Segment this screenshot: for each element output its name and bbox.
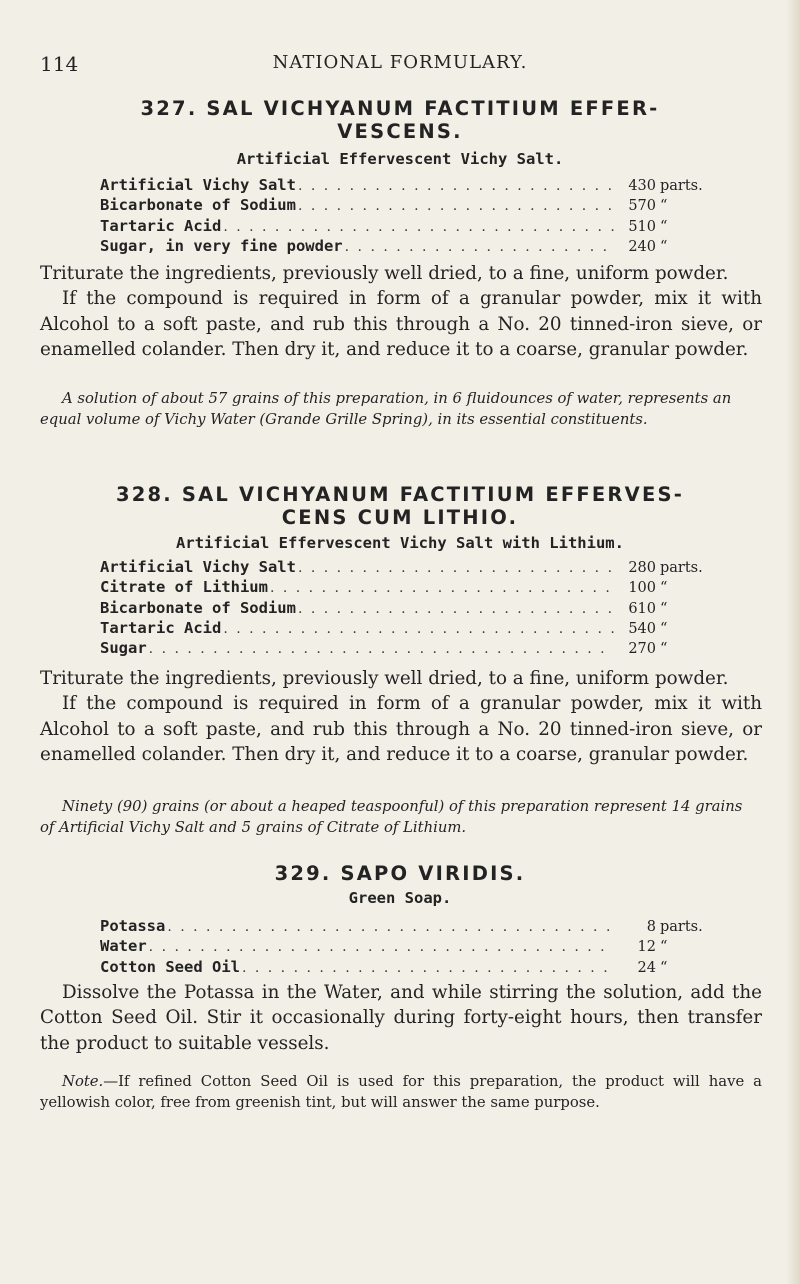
recipe-row [100, 216, 710, 236]
dot-leader [223, 217, 614, 237]
section-328-recipe [100, 557, 710, 658]
ingredient-name: Artificial Vichy Salt [100, 176, 296, 194]
section-329-directions [40, 980, 762, 1056]
section-328-title-line-2: CENS CUM LITHIO. [281, 506, 519, 529]
dot-leader [298, 176, 614, 196]
recipe-row [100, 175, 710, 195]
section-327-title-line-1: 327. SAL VICHYANUM FACTITIUM EFFER- [140, 97, 660, 120]
running-head: NATIONAL FORMULARY. [272, 52, 528, 73]
dot-leader [298, 196, 614, 216]
section-328-title-line-1: 328. SAL VICHYANUM FACTITIUM EFFERVES- [116, 483, 684, 506]
ingredient-name: Tartaric Acid [100, 216, 222, 235]
ingredient-quantity: 240 [628, 238, 656, 255]
ingredient-unit: parts. [660, 178, 703, 194]
ingredient-name: Tartaric Acid [100, 618, 222, 637]
ingredient-quantity: 8 [646, 919, 656, 935]
ingredient-name: Sugar, in very fine powder [100, 236, 343, 255]
paragraph: Triturate the ingredients, previously well dried, to a fine, uniform powder. [40, 263, 729, 284]
recipe-row [100, 957, 710, 977]
dot-leader [345, 237, 614, 257]
ingredient-name: Bicarbonate of Sodium [100, 598, 296, 617]
ingredient-name: Sugar [100, 639, 147, 658]
section-327-recipe [100, 175, 710, 256]
ingredient-unit: “ [660, 641, 668, 658]
ingredient-quantity: 12 [637, 939, 656, 956]
ingredient-name: Citrate of Lithium [100, 578, 268, 597]
recipe-row [100, 618, 710, 638]
section-329-title [0, 862, 800, 885]
dot-leader [298, 599, 614, 619]
section-327-directions [40, 261, 762, 362]
paragraph: Triturate the ingredients, previously well dried, to a fine, uniform powder. [40, 668, 729, 689]
ingredient-unit: “ [660, 198, 668, 215]
ingredient-quantity: 540 [628, 620, 656, 637]
ingredient-quantity: 100 [628, 580, 656, 597]
ingredient-name: Potassa [100, 917, 166, 935]
dot-leader [167, 917, 614, 937]
ingredient-unit: parts. [660, 560, 703, 576]
dot-leader [223, 619, 614, 639]
ingredient-quantity: 510 [628, 218, 656, 235]
recipe-row [100, 598, 710, 618]
dot-leader [149, 639, 614, 659]
dot-leader [270, 578, 614, 598]
section-328-dose-note: Ninety (90) grains (or about a heaped teaspoonful) of this preparation represent 14 grains of Artificial Vichy Salt and 5 grains of Citrate of Lithium. [40, 798, 743, 836]
ingredient-name: Water [100, 937, 147, 956]
note-label: Note. [62, 1073, 104, 1090]
ingredient-unit: parts. [660, 919, 703, 935]
ingredient-quantity: 270 [628, 641, 656, 658]
recipe-row [100, 557, 710, 577]
recipe-row [100, 577, 710, 597]
section-328-directions [40, 666, 762, 767]
ingredient-unit: “ [660, 959, 668, 976]
ingredient-name: Cotton Seed Oil [100, 957, 240, 976]
ingredient-unit: “ [660, 600, 668, 617]
dot-leader [242, 958, 614, 978]
dot-leader [298, 558, 614, 578]
ingredient-name: Bicarbonate of Sodium [100, 196, 296, 215]
section-327-title-line-2: VESCENS. [337, 120, 463, 143]
recipe-row [100, 236, 710, 256]
ingredient-unit: “ [660, 939, 668, 956]
ingredient-name: Artificial Vichy Salt [100, 558, 296, 576]
section-329-recipe [100, 916, 710, 977]
section-327-title [0, 97, 800, 143]
ingredient-unit: “ [660, 580, 668, 597]
section-328-title [0, 483, 800, 529]
dot-leader [149, 937, 614, 957]
note-text: —If refined Cotton Seed Oil is used for this preparation, the product will have a yellowish color, free from greenish tint, but will answer the same purpose. [40, 1073, 762, 1111]
paragraph: If the compound is required in form of a granular powder, mix it with Alcohol to a soft paste, and rub this through a No. 20 tinned-iron sieve, or enamelled colander. Then dry it, and reduce it to a coarse, granular powder. [40, 693, 762, 765]
recipe-row [100, 638, 710, 658]
ingredient-quantity: 430 [628, 178, 656, 194]
section-327-subtitle: Artificial Effervescent Vichy Salt. [236, 150, 564, 168]
section-329-subtitle: Green Soap. [348, 889, 452, 907]
page-edge-shadow [786, 0, 800, 1284]
recipe-row [100, 916, 710, 936]
section-327-dose-note: A solution of about 57 grains of this preparation, in 6 fluidounces of water, represents an equal volume of Vichy Water (Grande Grille Spring), in its essential constituents. [40, 390, 732, 428]
page-number: 114 [40, 52, 79, 76]
section-329-title-line-1: 329. SAPO VIRIDIS. [274, 862, 526, 885]
paragraph: Dissolve the Potassa in the Water, and while stirring the solution, add the Cotton Seed Oil. Stir it occasionally during forty-eight hours, then transfer the product to suitable vessels. [40, 982, 762, 1054]
section-329-note [40, 1071, 762, 1113]
page-header [40, 52, 760, 80]
ingredient-unit: “ [660, 218, 668, 235]
section-328-subtitle: Artificial Effervescent Vichy Salt with Lithium. [176, 534, 624, 552]
ingredient-unit: “ [660, 238, 668, 255]
ingredient-quantity: 24 [637, 959, 656, 976]
recipe-row [100, 936, 710, 956]
ingredient-quantity: 280 [628, 560, 656, 576]
ingredient-quantity: 570 [628, 198, 656, 215]
ingredient-unit: “ [660, 620, 668, 637]
recipe-row [100, 195, 710, 215]
paragraph: If the compound is required in form of a granular powder, mix it with Alcohol to a soft paste, and rub this through a No. 20 tinned-iron sieve, or enamelled colander. Then dry it, and reduce it to a coarse, granular powder. [40, 288, 762, 360]
ingredient-quantity: 610 [628, 600, 656, 617]
